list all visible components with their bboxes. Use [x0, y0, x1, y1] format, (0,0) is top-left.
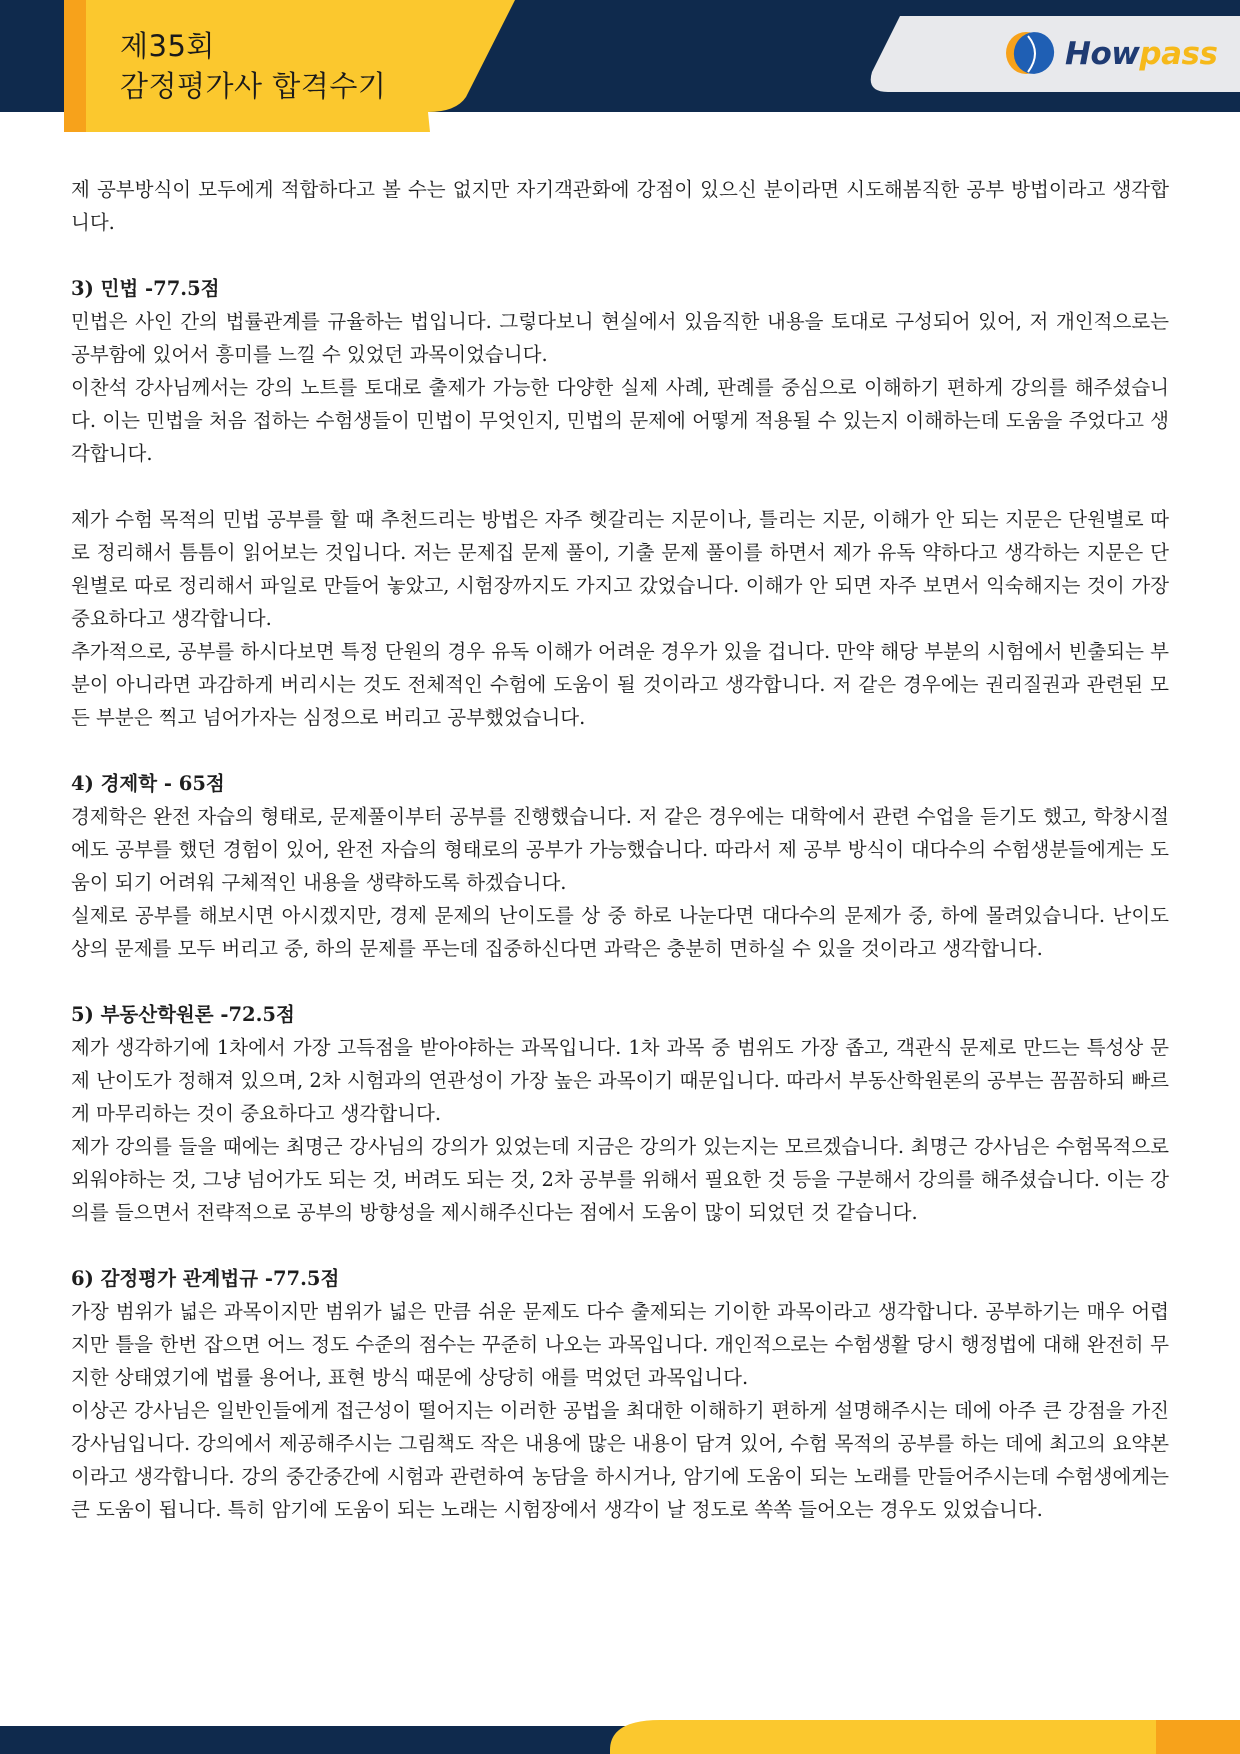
logo-wordmark — [1065, 34, 1217, 74]
section-real-estate — [71, 998, 1169, 1229]
body-paragraph: 제가 강의를 들을 때에는 최명근 강사님의 강의가 있었는데 지금은 강의가 있는지는 모르겠습니다. 최명근 강사님은 수험목적으로 외워야하는 것, 그냥 넘어가도 되는 것, 버려도 되는 것, 2차 공부를 위해서 필요한 것 등을 구분해서 강의를 해주셨습니다. 이는 강의를 들으면서 전략적으로 공부의 방향성을 제시해주신다는 점에서 도움이 많이 되었던 것 같습니다. — [71, 1135, 1169, 1224]
logo-text-pass: pass — [1139, 36, 1218, 72]
body-paragraph: 추가적으로, 공부를 하시다보면 특정 단원의 경우 유독 이해가 어려운 경우가 있을 겁니다. 만약 해당 부분의 시험에서 빈출되는 부분이 아니라면 과감하게 버리시는 것도 전체적인 수험에 도움이 될 것이라고 생각합니다. 저 같은 경우에는 권리질권과 관련된 모든 부분은 찍고 넘어가자는 심정으로 버리고 공부했었습니다. — [71, 640, 1169, 729]
body-paragraph: 제가 생각하기에 1차에서 가장 고득점을 받아야하는 과목입니다. 1차 과목 중 범위도 가장 좁고, 객관식 문제로 만드는 특성상 문제 난이도가 정해져 있으며, 2차 시험과의 연관성이 가장 높은 과목이기 때문입니다. 따라서 부동산학원론의 공부는 꼼꼼하되 빠르게 마무리하는 것이 중요하다고 생각합니다. — [71, 1036, 1169, 1125]
footer-banner — [0, 1720, 1240, 1754]
title-line-1: 제35회 — [120, 29, 215, 63]
howpass-logo-icon — [1002, 28, 1058, 78]
section-heading: 6) 감정평가 관계법규 -77.5점 — [71, 1267, 340, 1290]
logo-text-how: How — [1065, 36, 1140, 72]
body-paragraph: 제 공부방식이 모두에게 적합하다고 볼 수는 없지만 자기객관화에 강점이 있으신 분이라면 시도해봄직한 공부 방법이라고 생각합니다. — [71, 178, 1169, 234]
howpass-logo — [1002, 28, 1217, 78]
page-header — [0, 0, 1240, 132]
section-intro — [71, 173, 1169, 239]
document-body — [71, 173, 1169, 1526]
body-paragraph: 이상곤 강사님은 일반인들에게 접근성이 떨어지는 이러한 공법을 최대한 이해하기 편하게 설명해주시는 데에 아주 큰 강점을 가진 강사님입니다. 강의에서 제공해주시는 그림책도 작은 내용에 많은 내용이 담겨 있어, 수험 목적의 공부를 하는 데에 최고의 요약본이라고 생각합니다. 강의 중간중간에 시험과 관련하여 농담을 하시거나, 암기에 도움이 되는 노래를 만들어주시는데 수험생에게는 큰 도움이 됩니다. 특히 암기에 도움이 되는 노래는 시험장에서 생각이 날 정도로 쏙쏙 들어오는 경우도 있었습니다. — [71, 1399, 1169, 1521]
section-appraisal-law — [71, 1262, 1169, 1526]
page-footer — [0, 1720, 1240, 1754]
body-paragraph: 가장 범위가 넓은 과목이지만 범위가 넓은 만큼 쉬운 문제도 다수 출제되는 기이한 과목이라고 생각합니다. 공부하기는 매우 어렵지만 틀을 한번 잡으면 어느 정도 수준의 점수는 꾸준히 나오는 과목입니다. 개인적으로는 수험생활 당시 행정법에 대해 완전히 무지한 상태였기에 법률 용어나, 표현 방식 때문에 상당히 애를 먹었던 과목입니다. — [71, 1300, 1169, 1389]
section-heading: 4) 경제학 - 65점 — [71, 772, 225, 795]
section-heading: 5) 부동산학원론 -72.5점 — [71, 1003, 295, 1026]
section-civil-law-tips — [71, 503, 1169, 734]
body-paragraph: 민법은 사인 간의 법률관계를 규율하는 법입니다. 그렇다보니 현실에서 있음직한 내용을 토대로 구성되어 있어, 저 개인적으로는 공부함에 있어서 흥미를 느낄 수 있었던 과목이었습니다. — [71, 310, 1169, 366]
section-heading: 3) 민법 -77.5점 — [71, 277, 220, 300]
body-paragraph: 이찬석 강사님께서는 강의 노트를 토대로 출제가 가능한 다양한 실제 사례, 판례를 중심으로 이해하기 편하게 강의를 해주셨습니다. 이는 민법을 처음 접하는 수험생들이 민법이 무엇인지, 민법의 문제에 어떻게 적용될 수 있는지 이해하는데 도움을 주었다고 생각합니다. — [71, 376, 1169, 465]
section-economics — [71, 767, 1169, 965]
body-paragraph: 경제학은 완전 자습의 형태로, 문제풀이부터 공부를 진행했습니다. 저 같은 경우에는 대학에서 관련 수업을 듣기도 했고, 학창시절에도 공부를 했던 경험이 있어, 완전 자습의 형태로의 공부가 가능했습니다. 따라서 제 공부 방식이 대다수의 수험생분들에게는 도움이 되기 어려워 구체적인 내용을 생략하도록 하겠습니다. — [71, 805, 1169, 894]
section-civil-law — [71, 272, 1169, 470]
document-title — [120, 26, 386, 106]
title-line-2: 감정평가사 합격수기 — [120, 69, 387, 103]
body-paragraph: 실제로 공부를 해보시면 아시겠지만, 경제 문제의 난이도를 상 중 하로 나눈다면 대다수의 문제가 중, 하에 몰려있습니다. 난이도 상의 문제를 모두 버리고 중, 하의 문제를 푸는데 집중하신다면 과락은 충분히 면하실 수 있을 것이라고 생각합니다. — [71, 904, 1169, 960]
body-paragraph: 제가 수험 목적의 민법 공부를 할 때 추천드리는 방법은 자주 헷갈리는 지문이나, 틀리는 지문, 이해가 안 되는 지문은 단원별로 따로 정리해서 틈틈이 읽어보는 것입니다. 저는 문제집 문제 풀이, 기출 문제 풀이를 하면서 제가 유독 약하다고 생각하는 지문은 단원별로 따로 정리해서 파일로 만들어 놓았고, 시험장까지도 가지고 갔었습니다. 이해가 안 되면 자주 보면서 익숙해지는 것이 가장 중요하다고 생각합니다. — [71, 508, 1169, 630]
